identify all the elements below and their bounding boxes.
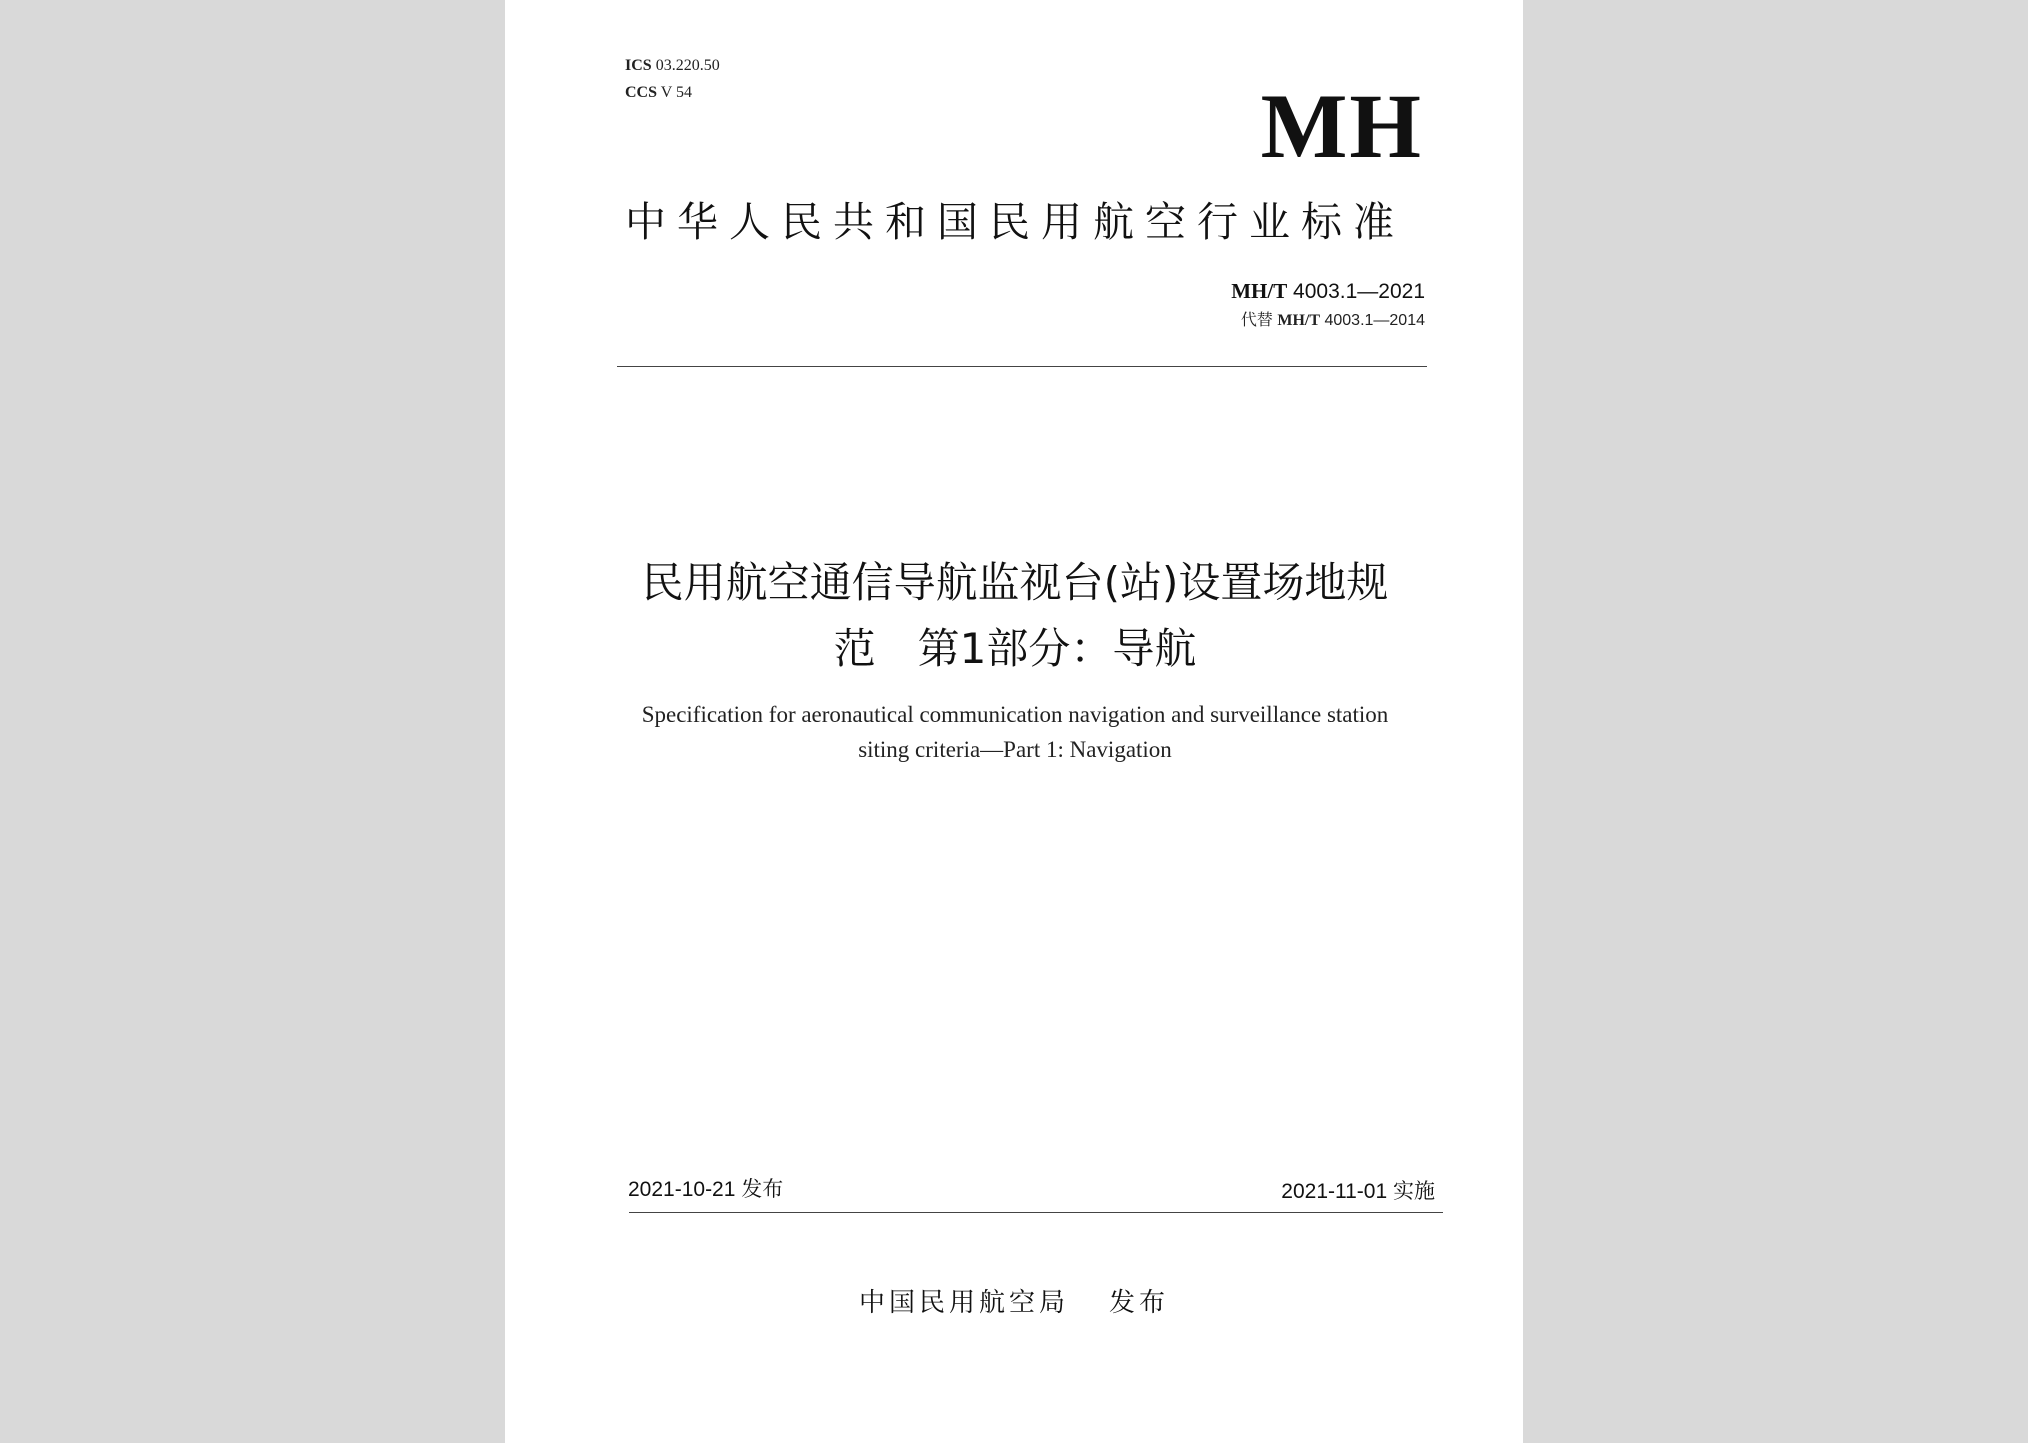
document-page — [505, 0, 1523, 1443]
header-divider — [617, 366, 1427, 367]
mh-logo: MH — [1260, 75, 1423, 177]
chinese-title-line-2: 范 第1部分：导航 — [833, 624, 1197, 673]
ccs-code — [625, 79, 720, 106]
chinese-title-line-1: 民用航空通信导航监视台(站)设置场地规 — [641, 558, 1389, 607]
ccs-label: CCS — [625, 84, 658, 101]
english-title-line-1: Specification for aeronautical communication navigation and surveillance station — [641, 702, 1389, 727]
publisher-org: 中国民用航空局 — [858, 1288, 1069, 1318]
chinese-title — [565, 550, 1465, 682]
replaces-number: 4003.1—2014 — [1324, 312, 1425, 329]
publisher-action: 发布 — [1109, 1288, 1170, 1318]
replaces-standard — [1241, 310, 1425, 332]
replaces-label: 代替 — [1240, 312, 1273, 329]
footer-divider — [629, 1212, 1443, 1213]
standard-number-value: 4003.1—2021 — [1293, 280, 1425, 303]
classification-codes — [625, 52, 720, 106]
standard-category: 中华人民共和国民用航空行业标准 — [625, 198, 1405, 246]
ics-label: ICS — [625, 57, 652, 74]
standard-number-prefix: MH/T — [1231, 279, 1288, 303]
publisher — [505, 1285, 1523, 1321]
ics-code — [625, 52, 720, 79]
standard-number — [1231, 278, 1425, 305]
ccs-value: V 54 — [660, 84, 692, 101]
ics-value: 03.220.50 — [655, 57, 720, 74]
issue-date: 2021-10-21 发布 — [628, 1178, 784, 1201]
implementation-date: 2021-11-01 实施 — [1281, 1180, 1435, 1203]
english-title — [565, 697, 1465, 767]
replaces-prefix: MH/T — [1277, 312, 1321, 329]
english-title-line-2: siting criteria—Part 1: Navigation — [858, 737, 1172, 762]
